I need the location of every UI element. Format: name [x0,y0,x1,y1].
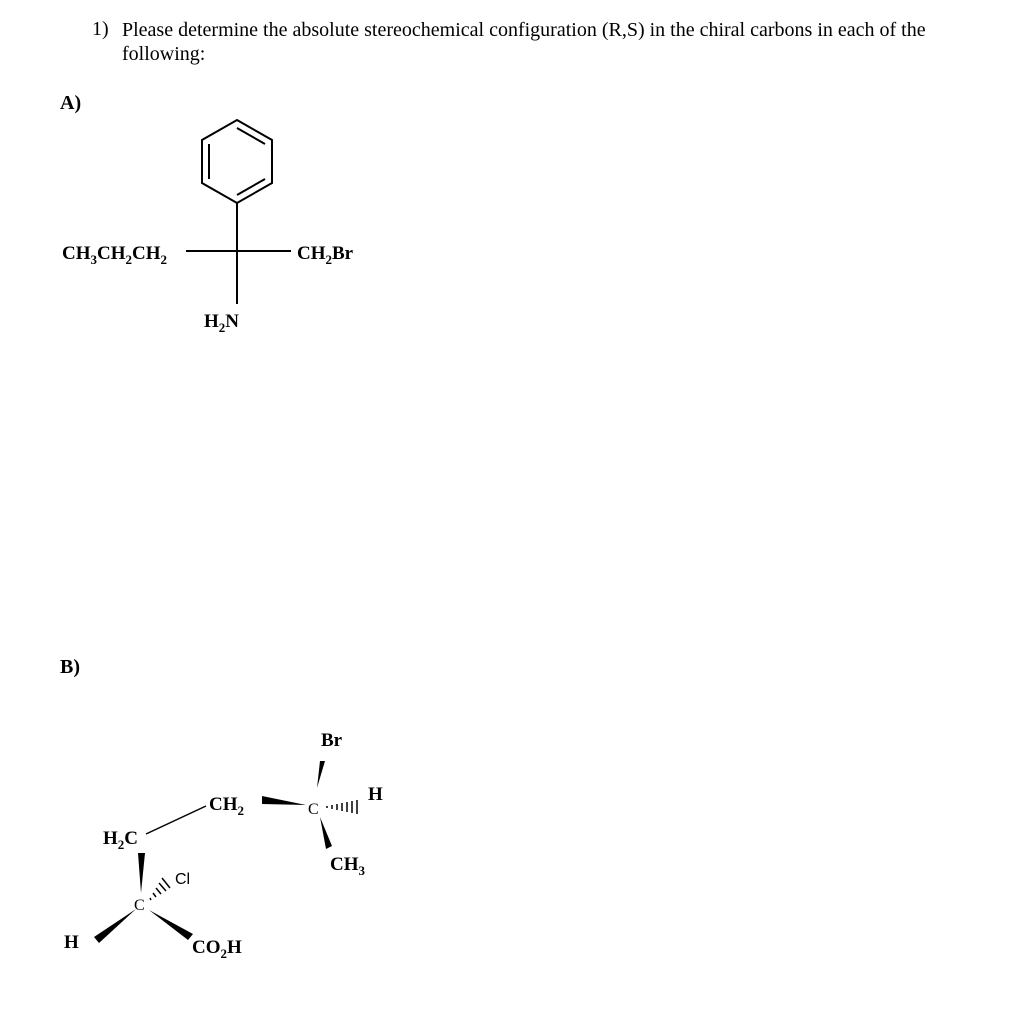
ch2-label: $CH_2$ [209,794,244,818]
left-group-a: $CH_3CH_2CH_2$ [62,243,167,267]
c-right-label: C [308,801,319,818]
wedge-to-h2c [138,853,145,893]
h-right-label: H [368,784,383,805]
c-left-label: C [134,897,145,914]
question-text: Please determine the absolute stereochemical configuration (R,S) in the chiral carbons in each of the following: [122,19,926,65]
benzene-inner-bonds [209,128,265,195]
hash-to-cl [150,878,170,900]
h-left-label: H [64,932,79,953]
wedge-c-to-ch2 [262,796,306,805]
co2h-label: $CO_2H$ [192,937,242,961]
wedge-to-h-left [94,909,136,943]
benzene-ring [202,120,272,203]
wedge-to-br [317,761,325,788]
question-number: 1) [92,18,109,40]
ch3-label: $CH_3$ [330,854,365,878]
hash-to-h [327,800,357,814]
part-b-label: B) [60,656,80,678]
bond-ch2-h2c [146,806,206,834]
cl-label: Cl [175,871,191,888]
right-group-a: $CH_2Br$ [297,243,354,267]
molecule-b [64,730,383,961]
part-a-label: A) [60,92,82,114]
wedge-to-co2h [149,910,193,940]
h2c-label: $H_2C$ [103,828,139,852]
molecule-a [62,120,354,335]
br-label: Br [321,730,343,751]
wedge-to-ch3 [320,817,332,849]
bottom-group-a: $H_2N$ [204,311,240,335]
